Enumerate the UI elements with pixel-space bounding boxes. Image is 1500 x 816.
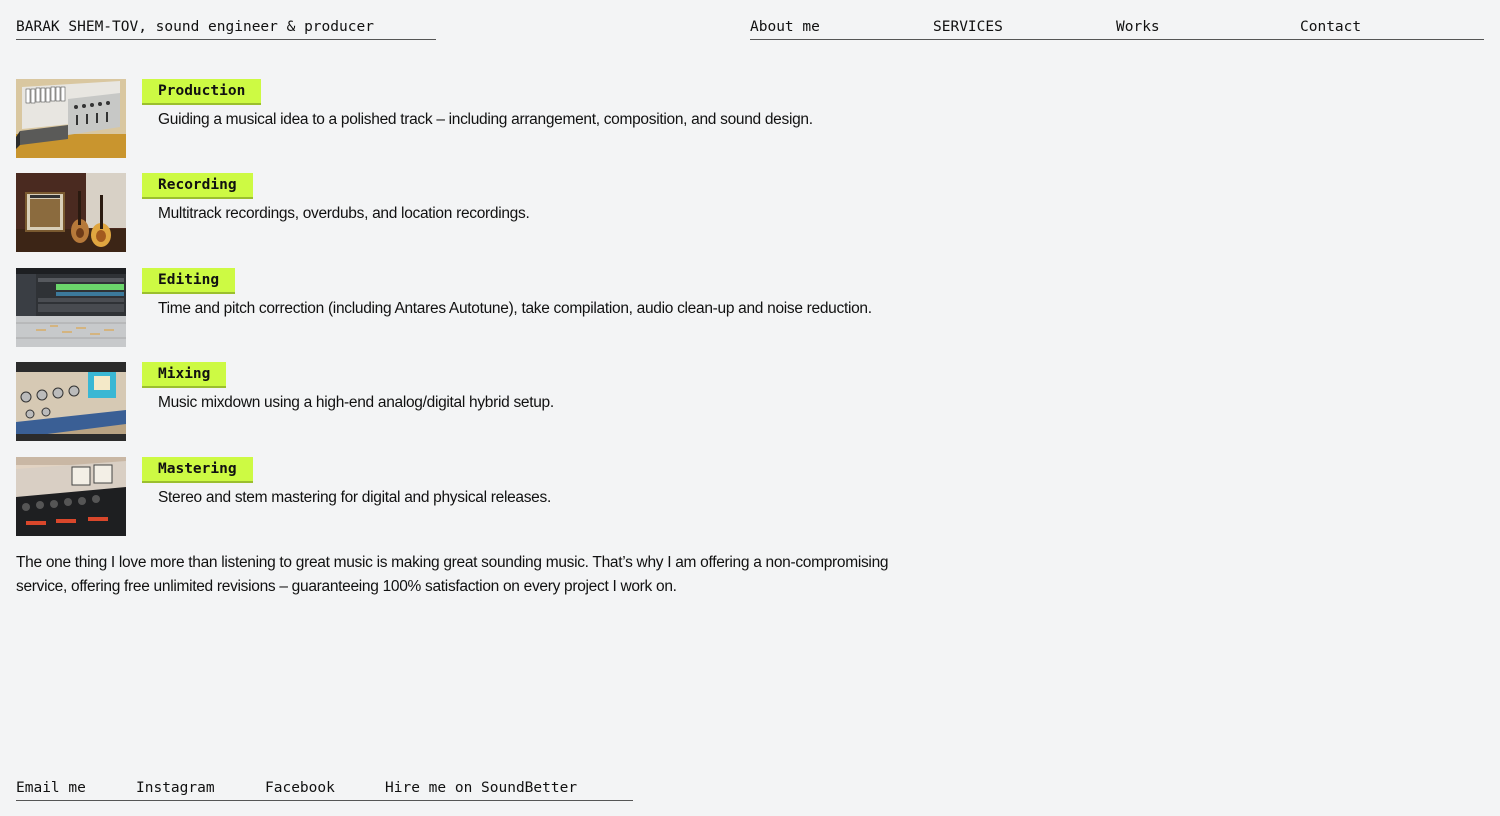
intro-paragraph: The one thing I love more than listening to great music is making great sounding music. That’s why I am offering a non-compromising service, offering free unlimited revisions – guaranteeing 100% satisfaction on every project I work on. <box>16 554 889 595</box>
service-tag-production[interactable]: Production <box>142 79 261 105</box>
guitar-amp-image <box>16 173 126 252</box>
service-description-production: Guiding a musical idea to a polished track – including arrangement, composition, and sound design. <box>158 111 813 128</box>
footer-facebook-link[interactable]: Facebook <box>265 780 335 796</box>
service-description-mastering: Stereo and stem mastering for digital and physical releases. <box>158 489 551 506</box>
service-mixing <box>16 362 916 441</box>
site-title[interactable]: BARAK SHEM-TOV, sound engineer & producer <box>16 18 436 40</box>
daw-screenshot-image <box>16 268 126 347</box>
synthesizer-image <box>16 79 126 158</box>
service-editing <box>16 268 916 347</box>
main-nav <box>750 18 1484 40</box>
service-tag-editing[interactable]: Editing <box>142 268 235 294</box>
mastering-unit-image <box>16 457 126 536</box>
nav-works[interactable]: Works <box>1116 19 1160 35</box>
compressor-image <box>16 362 126 441</box>
footer-soundbetter-link[interactable]: Hire me on SoundBetter <box>385 780 578 796</box>
footer-links <box>16 779 633 801</box>
service-mastering <box>16 457 916 536</box>
service-tag-mastering[interactable]: Mastering <box>142 457 253 483</box>
nav-contact[interactable]: Contact <box>1300 19 1362 35</box>
service-tag-recording[interactable]: Recording <box>142 173 253 199</box>
service-description-recording: Multitrack recordings, overdubs, and location recordings. <box>158 205 530 222</box>
footer-email-link[interactable]: Email me <box>16 780 86 796</box>
footer-instagram-link[interactable]: Instagram <box>136 780 215 796</box>
service-production <box>16 79 916 158</box>
nav-about-me[interactable]: About me <box>750 19 820 35</box>
nav-services[interactable]: SERVICES <box>933 19 1003 35</box>
service-tag-mixing[interactable]: Mixing <box>142 362 226 388</box>
service-recording <box>16 173 916 252</box>
service-description-editing: Time and pitch correction (including Antares Autotune), take compilation, audio clean-up and noise reduction. <box>158 300 872 317</box>
service-description-mixing: Music mixdown using a high-end analog/digital hybrid setup. <box>158 394 554 411</box>
